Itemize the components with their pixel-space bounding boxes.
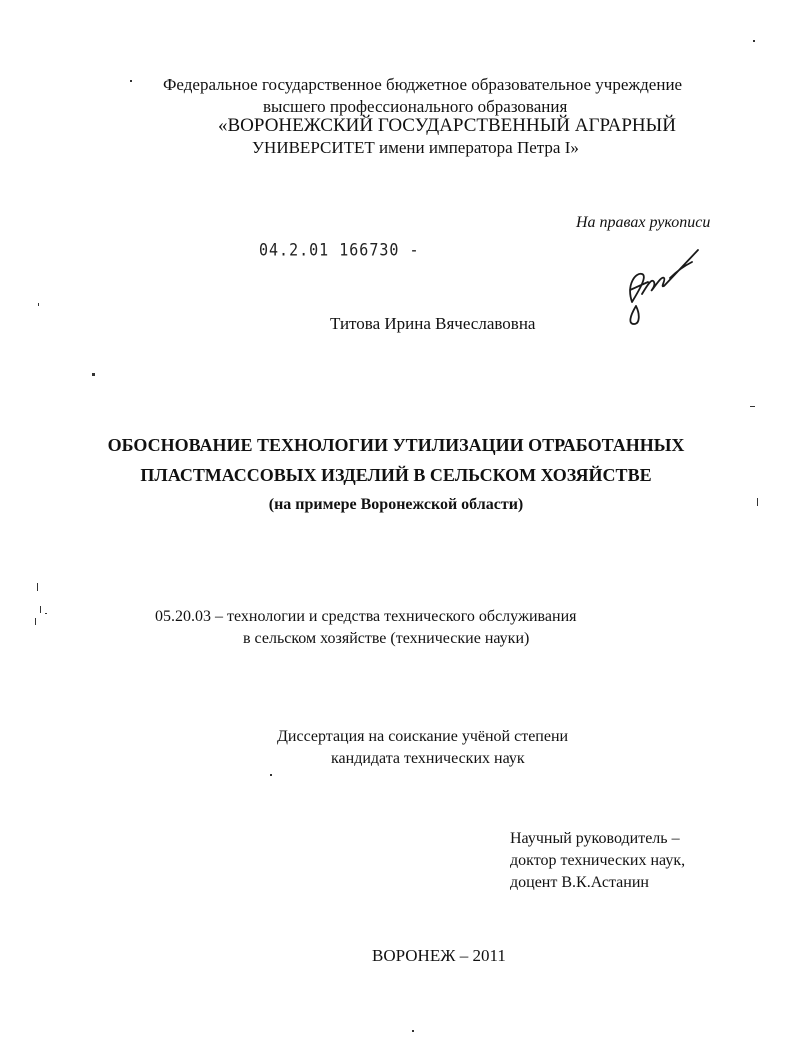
degree-line-2: кандидата технических наук [331,750,525,767]
title-line-1: ОБОСНОВАНИЕ ТЕХНОЛОГИИ УТИЛИЗАЦИИ ОТРАБОТАННЫХ [107,435,685,455]
author-name: Титова Ирина Вячеславовна [330,314,536,333]
scan-speck [757,498,758,506]
title-line-2: ПЛАСТМАССОВЫХ ИЗДЕЛИЙ В СЕЛЬСКОМ ХОЗЯЙСТВЕ [140,465,652,485]
scan-speck [750,406,755,407]
advisor-line-1: Научный руководитель – [510,830,680,847]
scan-speck [412,1030,414,1032]
scan-speck [37,583,38,591]
signature-icon [618,244,708,334]
manuscript-rights-note: На правах рукописи [576,214,711,231]
scan-speck [270,774,272,776]
city-year: ВОРОНЕЖ – 2011 [372,946,506,965]
dissertation-subtitle: (на примере Воронежской области) [268,496,524,513]
advisor-line-3: доцент В.К.Астанин [510,874,649,891]
scan-speck [35,618,36,625]
scan-speck [45,613,47,614]
scan-speck [38,303,39,306]
scan-speck [92,373,95,376]
institution-line-2: высшего профессионального образования [263,97,568,116]
advisor-line-2: доктор технических наук, [510,852,686,869]
scan-speck [40,606,41,613]
specialty-line-1: 05.20.03 – технологии и средства технического обслуживания [155,608,577,625]
registry-stamp: 04.2.01 166730 - [259,239,420,261]
dissertation-title [0,430,792,490]
scan-speck [753,40,755,42]
institution-line-4: УНИВЕРСИТЕТ имени императора Петра I» [252,138,579,157]
specialty-line-2: в сельском хозяйстве (технические науки) [243,630,530,647]
degree-line-1: Диссертация на соискание учёной степени [277,728,569,745]
institution-line-3: «ВОРОНЕЖСКИЙ ГОСУДАРСТВЕННЫЙ АГРАРНЫЙ [218,115,676,136]
scan-speck [130,80,132,82]
scientific-advisor [510,828,685,894]
institution-line-1: Федеральное государственное бюджетное образовательное учреждение [163,75,683,94]
